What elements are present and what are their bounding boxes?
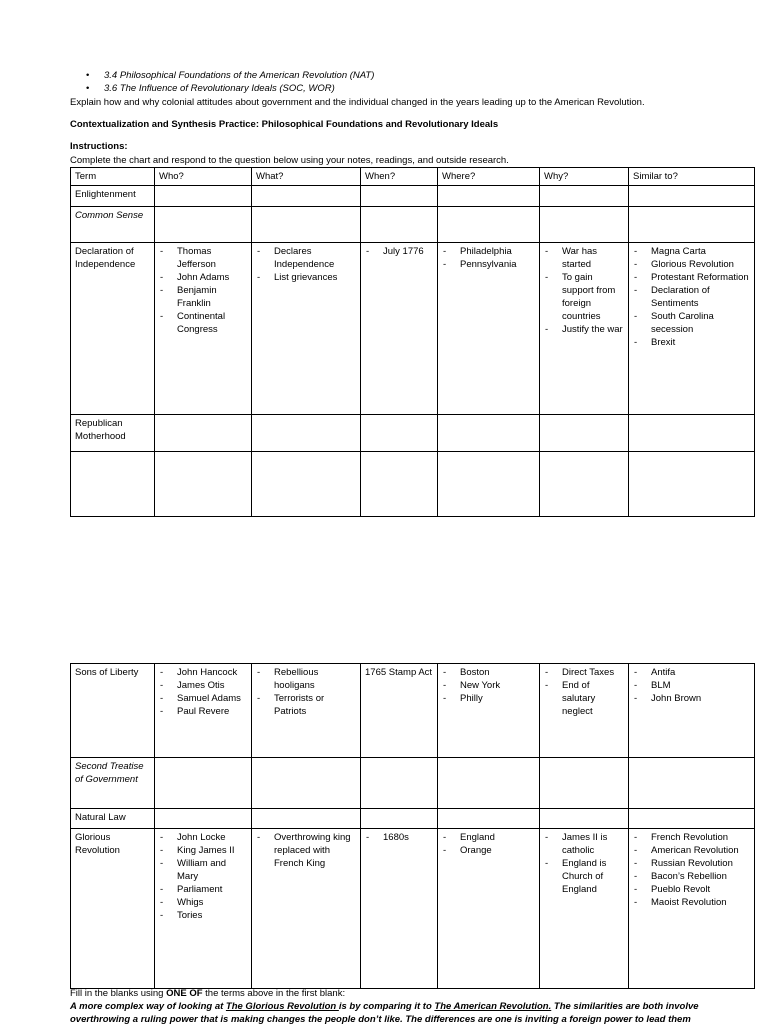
- instructions-text: Complete the chart and respond to the question below using your notes, readings, and outside research.: [70, 155, 509, 166]
- instructions-label: Instructions:: [70, 141, 128, 152]
- similar-cell: [629, 243, 755, 415]
- cell-list-item: - Tories: [159, 909, 247, 922]
- what-cell: [252, 186, 361, 207]
- cell-list-item: - Overthrowing king replaced with French King: [256, 831, 356, 870]
- fill-in-text: the terms above in the first blank:: [202, 988, 346, 999]
- chart-table-bottom: [70, 663, 755, 989]
- cell-list-item: - End of salutary neglect: [544, 679, 624, 718]
- what-cell: [252, 664, 361, 758]
- cell-list: [256, 831, 356, 870]
- fill-in-answer: [70, 1000, 760, 1013]
- cell-list: [633, 831, 750, 909]
- cell-list-item: - James II is catholic: [544, 831, 624, 857]
- cell-list: [633, 245, 750, 349]
- cell-list-item: - Magna Carta: [633, 245, 750, 258]
- practice-title: Contextualization and Synthesis Practice: Philosophical Foundations and Revolutionary Ideals: [70, 119, 499, 130]
- cell-list-item: - Philly: [442, 692, 535, 705]
- who-cell: [155, 415, 252, 452]
- cell-list-item: - John Hancock: [159, 666, 247, 679]
- fill-in-emphasis: ONE OF: [166, 988, 203, 999]
- cell-list-item: - Philadelphia: [442, 245, 535, 258]
- header-cell: Who?: [155, 168, 252, 186]
- cell-list-item: - John Adams: [159, 271, 247, 284]
- where-cell: [438, 664, 540, 758]
- term-cell: Common Sense: [71, 207, 155, 243]
- cell-list-item: - Pennsylvania: [442, 258, 535, 271]
- why-cell: [540, 207, 629, 243]
- cell-list-item: - New York: [442, 679, 535, 692]
- when-cell: [361, 452, 438, 517]
- cell-list-item: - List grievances: [256, 271, 356, 284]
- cell-list: [365, 831, 433, 844]
- where-cell: [438, 452, 540, 517]
- why-cell: [540, 829, 629, 989]
- cell-list-item: - 1680s: [365, 831, 433, 844]
- similar-cell: [629, 809, 755, 829]
- when-cell: [361, 243, 438, 415]
- cell-list-item: - BLM: [633, 679, 750, 692]
- who-cell: [155, 186, 252, 207]
- prompt-text: Explain how and why colonial attitudes about government and the individual changed in the years leading up to the American Revolution.: [70, 97, 645, 108]
- cell-list-item: - Benjamin Franklin: [159, 284, 247, 310]
- fill-in-section: [70, 987, 760, 1026]
- what-cell: [252, 452, 361, 517]
- cell-list-item: - Brexit: [633, 336, 750, 349]
- cell-list-item: - Thomas Jefferson: [159, 245, 247, 271]
- term-cell: Republican Motherhood: [71, 415, 155, 452]
- who-cell: [155, 243, 252, 415]
- cell-list-item: - Continental Congress: [159, 310, 247, 336]
- cell-list-item: - William and Mary: [159, 857, 247, 883]
- what-cell: [252, 758, 361, 809]
- cell-list-item: - Pueblo Revolt: [633, 883, 750, 896]
- similar-cell: [629, 664, 755, 758]
- who-cell: [155, 207, 252, 243]
- cell-list-item: - American Revolution: [633, 844, 750, 857]
- cell-list-item: - Glorious Revolution: [633, 258, 750, 271]
- what-cell: [252, 829, 361, 989]
- objective-item: • 3.4 Philosophical Foundations of the American Revolution (NAT): [86, 69, 374, 82]
- answer-continued: overthrowing a ruling power that is making changes the people don’t like. The differences are one is inviting a foreign power to lead them: [70, 1014, 691, 1025]
- what-cell: [252, 415, 361, 452]
- why-cell: [540, 186, 629, 207]
- cell-list-item: - James Otis: [159, 679, 247, 692]
- answer-blank-1: The Glorious Revolution: [225, 1001, 339, 1012]
- when-cell: [361, 186, 438, 207]
- where-cell: [438, 243, 540, 415]
- term-cell: Enlightenment: [71, 186, 155, 207]
- term-cell: Natural Law: [71, 809, 155, 829]
- when-cell: [361, 829, 438, 989]
- similar-cell: [629, 452, 755, 517]
- table-row: [71, 452, 755, 517]
- when-cell: [361, 809, 438, 829]
- cell-list: [256, 245, 356, 284]
- answer-text: A more complex way of looking at: [70, 1001, 226, 1012]
- why-cell: [540, 758, 629, 809]
- who-cell: [155, 829, 252, 989]
- cell-list: [544, 666, 624, 718]
- cell-list-item: - England is Church of England: [544, 857, 624, 896]
- why-cell: [540, 415, 629, 452]
- table-row: [71, 186, 755, 207]
- who-cell: [155, 452, 252, 517]
- header-cell: Term: [71, 168, 155, 186]
- term-cell: [71, 452, 155, 517]
- cell-list-item: - Russian Revolution: [633, 857, 750, 870]
- chart-table-top: [70, 167, 755, 517]
- similar-cell: [629, 186, 755, 207]
- what-cell: [252, 809, 361, 829]
- cell-list: [442, 245, 535, 271]
- cell-list-item: - Parliament: [159, 883, 247, 896]
- cell-list-item: - Orange: [442, 844, 535, 857]
- table-row: [71, 243, 755, 415]
- when-cell: [361, 415, 438, 452]
- who-cell: [155, 809, 252, 829]
- who-cell: [155, 758, 252, 809]
- cell-list-item: - Antifa: [633, 666, 750, 679]
- similar-cell: [629, 415, 755, 452]
- objectives-list: [86, 69, 374, 95]
- where-cell: [438, 758, 540, 809]
- cell-list-item: - French Revolution: [633, 831, 750, 844]
- cell-list-item: - Rebellious hooligans: [256, 666, 356, 692]
- why-cell: [540, 452, 629, 517]
- table-row: [71, 664, 755, 758]
- cell-list-item: - Declaration of Sentiments: [633, 284, 750, 310]
- term-cell: Sons of Liberty: [71, 664, 155, 758]
- cell-list: [365, 245, 433, 258]
- cell-list: [633, 666, 750, 705]
- cell-list: [159, 831, 247, 922]
- why-cell: [540, 243, 629, 415]
- cell-list: [256, 666, 356, 718]
- cell-list-item: - King James II: [159, 844, 247, 857]
- header-cell: What?: [252, 168, 361, 186]
- table-row: [71, 809, 755, 829]
- term-cell: Declaration of Independence: [71, 243, 155, 415]
- similar-cell: [629, 829, 755, 989]
- cell-list-item: - Whigs: [159, 896, 247, 909]
- where-cell: [438, 829, 540, 989]
- header-cell: Similar to?: [629, 168, 755, 186]
- cell-list-item: - South Carolina secession: [633, 310, 750, 336]
- header-cell: When?: [361, 168, 438, 186]
- answer-text: The similarities are both involve: [551, 1001, 699, 1012]
- who-cell: [155, 664, 252, 758]
- fill-in-text: Fill in the blanks using: [70, 988, 167, 999]
- cell-list-item: - Justify the war: [544, 323, 624, 336]
- cell-list: [544, 245, 624, 336]
- similar-cell: [629, 758, 755, 809]
- term-cell: Glorious Revolution: [71, 829, 155, 989]
- cell-list: [544, 831, 624, 896]
- what-cell: [252, 243, 361, 415]
- cell-list-item: - Declares Independence: [256, 245, 356, 271]
- where-cell: [438, 207, 540, 243]
- when-cell: [361, 207, 438, 243]
- table-row: [71, 207, 755, 243]
- why-cell: [540, 664, 629, 758]
- table-row: [71, 758, 755, 809]
- fill-in-instruction: [70, 987, 760, 1000]
- cell-list-item: - John Locke: [159, 831, 247, 844]
- where-cell: [438, 415, 540, 452]
- similar-cell: [629, 207, 755, 243]
- cell-list-item: - Bacon’s Rebellion: [633, 870, 750, 883]
- cell-list-item: - Paul Revere: [159, 705, 247, 718]
- cell-list: [159, 666, 247, 718]
- cell-list-item: - England: [442, 831, 535, 844]
- cell-list-item: - July 1776: [365, 245, 433, 258]
- header-row: [71, 168, 755, 186]
- cell-list-item: - Terrorists or Patriots: [256, 692, 356, 718]
- where-cell: [438, 809, 540, 829]
- answer-text: is by comparing it to: [338, 1001, 435, 1012]
- cell-list-item: - Maoist Revolution: [633, 896, 750, 909]
- objective-item: • 3.6 The Influence of Revolutionary Ideals (SOC, WOR): [86, 82, 374, 95]
- when-cell: [361, 758, 438, 809]
- when-cell: 1765 Stamp Act: [361, 664, 438, 758]
- cell-list-item: - Boston: [442, 666, 535, 679]
- cell-list: [159, 245, 247, 336]
- answer-blank-2: The American Revolution.: [434, 1001, 552, 1012]
- cell-list-item: - Samuel Adams: [159, 692, 247, 705]
- cell-list-item: - Direct Taxes: [544, 666, 624, 679]
- why-cell: [540, 809, 629, 829]
- header-cell: Where?: [438, 168, 540, 186]
- where-cell: [438, 186, 540, 207]
- cell-list: [442, 666, 535, 705]
- cell-list: [442, 831, 535, 857]
- header-cell: Why?: [540, 168, 629, 186]
- what-cell: [252, 207, 361, 243]
- term-cell: Second Treatise of Government: [71, 758, 155, 809]
- cell-list-item: - To gain support from foreign countries: [544, 271, 624, 323]
- table-row: [71, 415, 755, 452]
- cell-list-item: - Protestant Reformation: [633, 271, 750, 284]
- cell-list-item: - John Brown: [633, 692, 750, 705]
- cell-list-item: - War has started: [544, 245, 624, 271]
- table-row: [71, 829, 755, 989]
